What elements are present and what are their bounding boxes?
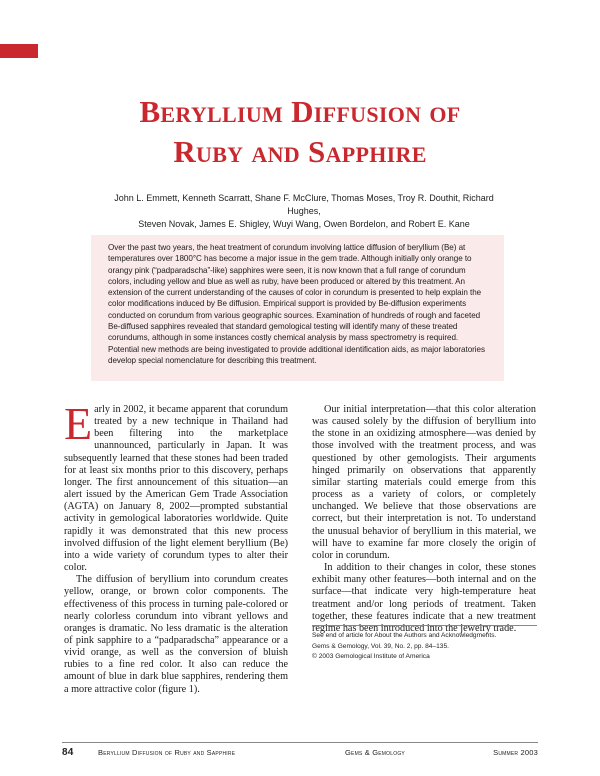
title-line-1: Beryllium Diffusion of (139, 94, 461, 129)
issue-date: Summer 2003 (493, 748, 538, 757)
body-column-left (64, 398, 288, 696)
author-list (100, 192, 508, 231)
paragraph-3: Our initial interpretation—that this color alteration was caused solely by the diffusion of beryllium into the stone in an oxidizing atmosphere—was denied by those involved with the treatment process, and was questioned by other gemologists. Their arguments hinged primarily on observations that apparently similar starting materials could emerge from this process as a variety of colors, or completely unchanged. We believe that those observations are correct, but their interpretation is not. To understand the unusual behavior of beryllium in this material, we will have to examine far more closely the origin of color in corundum. (312, 404, 536, 561)
page-footer (62, 742, 538, 758)
footnote-line-1: See end of article for About the Authors and Acknowledgments. (312, 632, 497, 639)
paragraph-2: The diffusion of beryllium into corundum creates yellow, orange, or brown color components. The effectiveness of this process in turning pale-colored or nearly colorless corundum into vibrant yellows and oranges is dramatic. No less dramatic is the alteration of pink sapphire to a “padparadscha” appearance or a vivid orange, as well as the conversion of bluish rubies to a fine red color. It also can reduce the amount of blue in dark blue sapphires, rendering them a more attractive color (figure 1). (64, 574, 288, 695)
red-accent-bar (0, 44, 38, 58)
abstract: Over the past two years, the heat treatment of corundum involving lattice diffusion of beryllium (Be) at temperatures over 1800°C has become a major issue in the gem trade. Although initially only orange to orangy pink (“padparadscha”-like) sapphires were seen, it is now known that a full range of corundum colors, including yellow and blue as well as ruby, have been produced or altered by this treatment. An extension of the current understanding of the causes of color in corundum is presented to help explain the color modifications induced by Be diffusion. Empirical support is provided by Be-diffusion experiments conducted on corundum from various geographic sources. Examination of hundreds of rough and faceted Be-diffused sapphires revealed that standard gemological testing will identify many of these treated corundums, although in some instances costly chemical analysis by mass spectrometry is required. Potential new methods are being investigated to provide additional identification aids, as major laboratories develop special nomenclature for describing this treatment. (108, 243, 485, 365)
authors-line-2: Steven Novak, James E. Shigley, Wuyi Wang, Owen Bordelon, and Robert E. Kane (138, 219, 470, 229)
paragraph-4: In addition to their changes in color, these stones exhibit many other features—both internal and on the surface—that indicate very high-temperature heat treatment and/or long periods of treatment. Taken together, these features indicate that a new treatment regime has been introduced into the jewelry trade. (312, 562, 536, 634)
drop-cap: E (64, 398, 93, 449)
authors-line-1: John L. Emmett, Kenneth Scarratt, Shane F. McClure, Thomas Moses, Troy R. Douthit, Richard Hughes, (114, 193, 494, 216)
paragraph-1 (64, 398, 288, 574)
footnote-line-2: Gems & Gemology, Vol. 39, No. 2, pp. 84–135. (312, 642, 449, 650)
page-number: 84 (62, 747, 74, 758)
footnote-line-3: © 2003 Gemological Institute of America (312, 653, 430, 660)
footnote (312, 625, 537, 663)
journal-name: Gems & Gemology (345, 748, 405, 757)
body-column-right (312, 404, 536, 635)
title-line-2: Ruby and Sapphire (173, 134, 427, 169)
running-title: Beryllium Diffusion of Ruby and Sapphire (98, 748, 236, 757)
article-title (60, 92, 540, 172)
paragraph-1-text: arly in 2002, it became apparent that corundum treated by a new technique in Thailand had been filtering into the marketplace unannounced, particularly in Japan. It was subsequently learned that these stones had been traded for at least six months prior to this discovery, perhaps longer. The first announcement of this situation—an alert issued by the American Gem Trade Association (AGTA) on January 8, 2002—prompted substantial activity in gemological laboratories worldwide. Quite rapidly it was demonstrated that this new process involved diffusion of the light element beryllium (Be) into a wide variety of corundum types to alter their color. (64, 404, 288, 574)
